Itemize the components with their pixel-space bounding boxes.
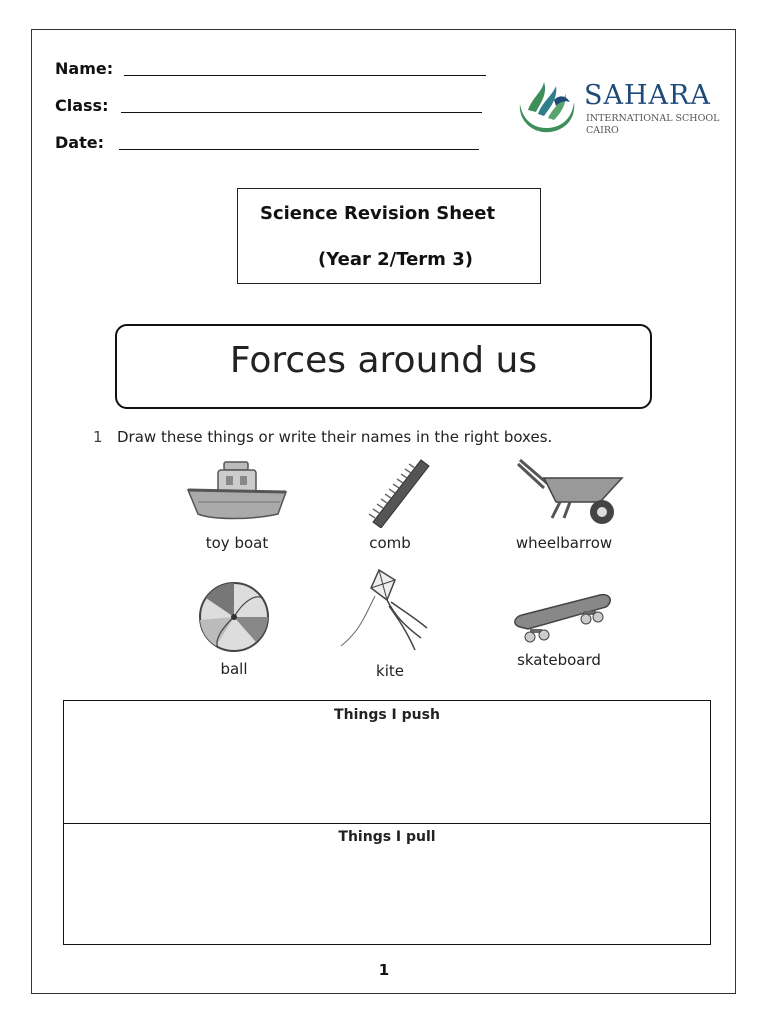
kite-caption: kite xyxy=(376,662,404,680)
things-i-push-box[interactable] xyxy=(64,701,710,824)
question-1 xyxy=(93,428,552,446)
toy-boat-caption: toy boat xyxy=(205,534,269,552)
wheelbarrow-icon xyxy=(504,456,624,528)
name-answer-line[interactable] xyxy=(124,75,486,76)
toy-boat-icon xyxy=(182,456,292,528)
date-label: Date: xyxy=(55,133,104,152)
comb-caption: comb xyxy=(369,534,411,552)
answer-table xyxy=(63,700,711,945)
skateboard-caption: skateboard xyxy=(517,651,601,669)
name-field[interactable] xyxy=(55,59,113,78)
date-field[interactable] xyxy=(55,133,104,152)
question-text: Draw these things or write their names in the right boxes. xyxy=(117,428,553,446)
logo-name: SAHARA xyxy=(584,80,711,111)
things-i-push-label: Things I push xyxy=(334,707,440,723)
page-number: 1 xyxy=(378,961,390,979)
item-ball xyxy=(159,580,309,678)
logo-city: CAIRO xyxy=(586,125,619,136)
things-i-pull-box[interactable] xyxy=(64,823,710,944)
wheelbarrow-caption: wheelbarrow xyxy=(515,534,613,552)
class-label: Class: xyxy=(55,96,109,115)
class-field[interactable] xyxy=(55,96,108,115)
ball-caption: ball xyxy=(220,660,248,678)
kite-icon xyxy=(335,566,445,656)
sheet-subtitle: (Year 2/Term 3) xyxy=(318,249,473,270)
date-answer-line[interactable] xyxy=(119,149,479,150)
sheet-title-box xyxy=(237,188,541,284)
item-wheelbarrow xyxy=(489,456,639,552)
item-skateboard xyxy=(484,589,634,669)
logo-subtitle: INTERNATIONAL SCHOOL xyxy=(586,113,720,124)
item-kite xyxy=(315,566,465,680)
school-logo xyxy=(514,80,729,140)
things-i-pull-label: Things I pull xyxy=(338,829,436,845)
skateboard-icon xyxy=(504,589,614,645)
comb-icon xyxy=(335,456,445,528)
ball-icon xyxy=(194,580,274,654)
topic-title: Forces around us xyxy=(229,340,538,381)
item-comb xyxy=(315,456,465,552)
name-label: Name: xyxy=(55,59,114,78)
topic-box xyxy=(115,324,652,409)
sheet-title: Science Revision Sheet xyxy=(260,203,496,224)
item-toy-boat xyxy=(162,456,312,552)
question-number: 1 xyxy=(93,428,103,446)
class-answer-line[interactable] xyxy=(121,112,482,113)
dove-leaf-icon xyxy=(514,80,578,138)
